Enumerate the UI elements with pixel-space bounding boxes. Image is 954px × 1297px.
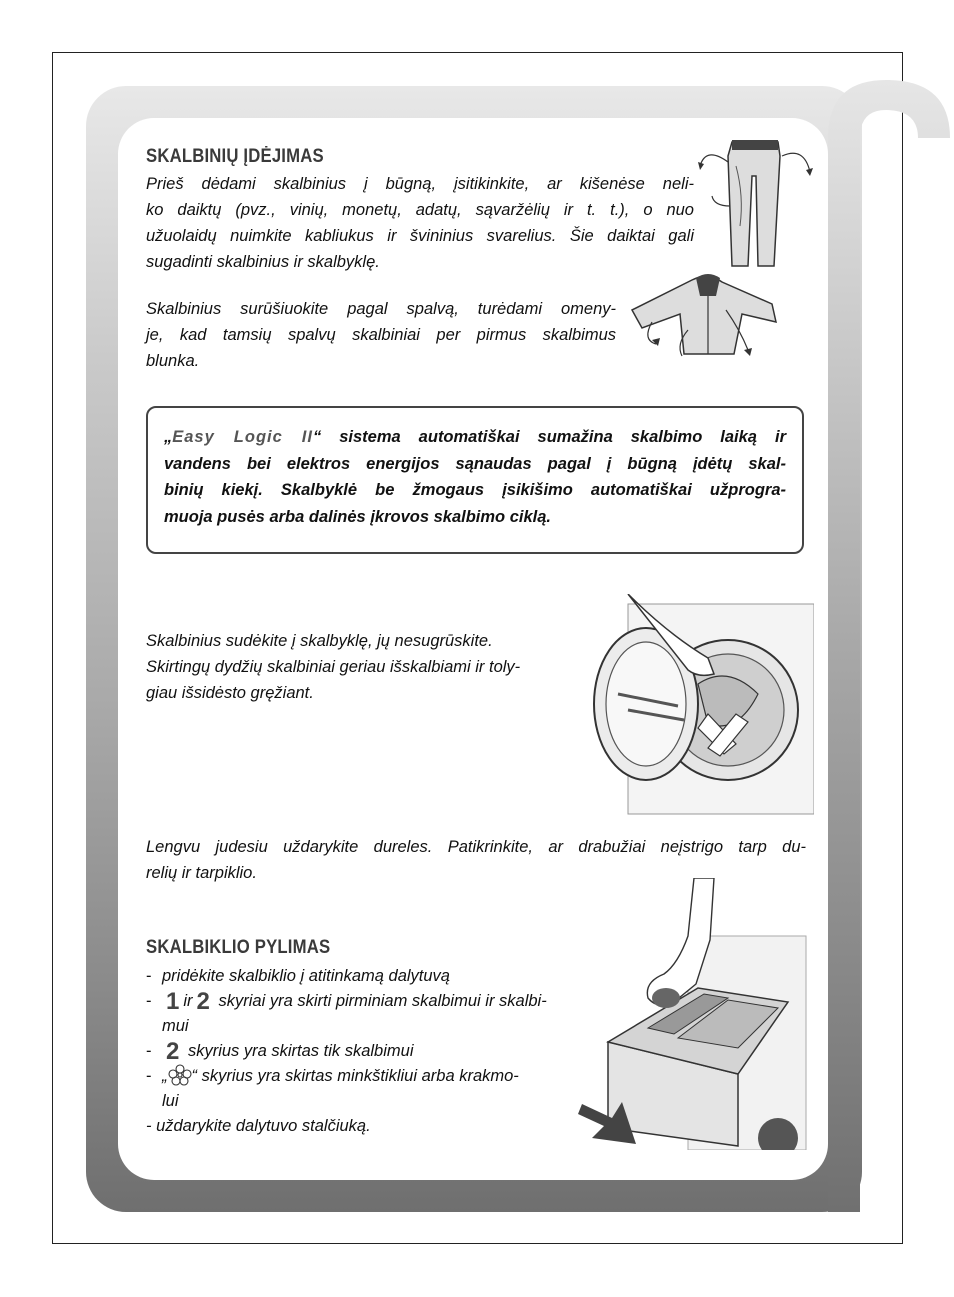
paragraph-sort-colors — [146, 296, 616, 374]
list-item — [146, 1039, 646, 1064]
text-line: muoja pusės arba dalinės įkrovos skalbimo ciklą. — [164, 507, 551, 526]
dash: - — [146, 1042, 152, 1060]
list-item-text — [162, 989, 646, 1014]
text-line: Skalbinius surūšiuokite pagal spalvą, turėdami omeny- — [146, 300, 616, 318]
dash: - — [146, 1067, 152, 1085]
easy-logic-text — [164, 424, 786, 530]
text-fragment: skyrius yra skirtas tik skalbimui — [187, 1042, 414, 1060]
paragraph-put-laundry — [146, 628, 596, 706]
list-item — [146, 1114, 646, 1139]
list-item-text: pridėkite skalbiklio į atitinkamą dalytuvą — [162, 967, 450, 985]
decorative-hook-shape — [828, 80, 950, 1212]
text-line: vandens bei elektros energijos sąnaudas pagal į būgną įdėtų skal- — [164, 454, 786, 473]
text-line: Lengvu judesiu uždarykite dureles. Patikrinkite, ar drabužiai neįstrigo tarp du- — [146, 838, 806, 856]
washer-door-illustration — [588, 594, 814, 820]
text-line: giau išsidėsto gręžiant. — [146, 684, 314, 702]
text-fragment: ir — [183, 992, 193, 1010]
jacket-illustration — [622, 270, 782, 362]
paragraph-check-pockets — [146, 171, 694, 275]
open-quote: „ — [162, 1067, 168, 1085]
easy-logic-info-box — [146, 406, 804, 554]
trousers-illustration — [694, 136, 816, 276]
dash: - — [146, 967, 152, 985]
list-item-text: - uždarykite dalytuvo stalčiuką. — [146, 1117, 371, 1135]
open-quote: „ — [164, 428, 173, 446]
compartment-number: 2 — [196, 988, 210, 1015]
list-item-text — [162, 1064, 646, 1089]
list-item — [146, 1064, 646, 1114]
list-item-text — [162, 1039, 646, 1064]
text-line: užuolaidų nuimkite kabliukus ir švininius svarelius. Šie daiktai gali — [146, 227, 694, 245]
text-fragment: “ sistema automatiškai sumažina skalbimo laiką ir — [312, 428, 786, 446]
text-line: Skalbinius sudėkite į skalbyklę, jų nesugrūskite. — [146, 632, 493, 650]
text-line: je, kad tamsių spalvų skalbiniai per pirmus skalbimus — [146, 326, 616, 344]
text-fragment: “ skyrius yra skirtas minkštikliui arba krakmo- — [191, 1067, 519, 1085]
text-line: Skirtingų dydžių skalbiniai geriau išskalbiami ir toly- — [146, 658, 521, 676]
heading-adding-detergent: SKALBIKLIO PYLIMAS — [146, 937, 331, 958]
compartment-number: 2 — [166, 1038, 180, 1065]
text-line: binių kiekį. Skalbyklė be žmogaus įsikišimo automatiškai užprogra- — [164, 481, 786, 499]
text-fragment: mui — [162, 1017, 189, 1035]
text-line: ko daiktų (pvz., vinių, monetų, adatų, sąvaržėlių ir t. t.), o nuo — [146, 201, 694, 219]
brand-name: Easy Logic II — [172, 428, 313, 446]
text-line: sugadinti skalbinius ir skalbyklę. — [146, 253, 380, 271]
detergent-drawer-illustration — [578, 878, 808, 1150]
text-line — [164, 424, 786, 451]
text-line: relių ir tarpiklio. — [146, 864, 257, 882]
text-fragment: skyriai yra skirti pirminiam skalbimui ir skalbi- — [218, 992, 547, 1010]
heading-loading-laundry: SKALBINIŲ ĮDĖJIMAS — [146, 146, 324, 167]
compartment-number: 1 — [166, 988, 180, 1015]
text-fragment: lui — [162, 1092, 179, 1110]
dash: - — [146, 992, 152, 1010]
text-line: Prieš dėdami skalbinius į būgną, įsitikinkite, ar kišenėse neli- — [146, 175, 694, 193]
list-item — [146, 964, 646, 989]
flower-softener-icon — [168, 1064, 192, 1086]
detergent-instructions-list — [146, 964, 646, 1139]
list-item — [146, 989, 646, 1039]
text-line: blunka. — [146, 352, 200, 370]
